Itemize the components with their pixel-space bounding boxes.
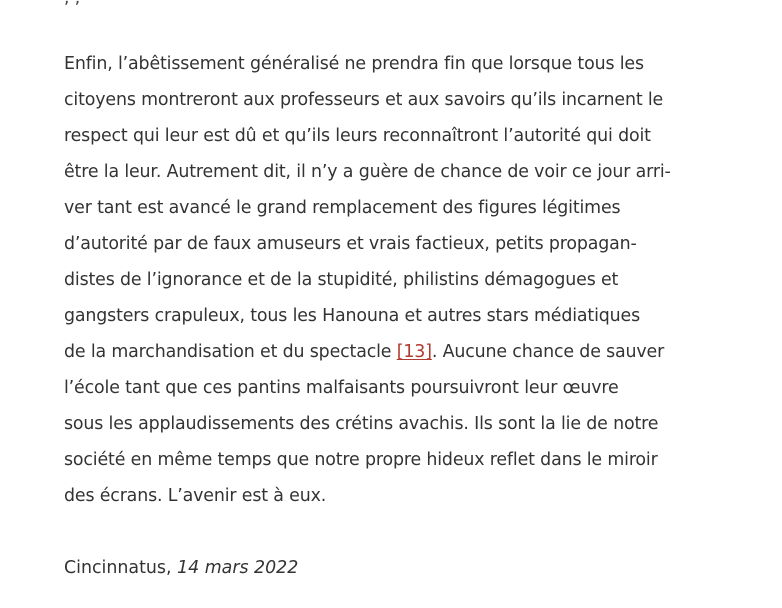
paragraph-line: gangsters crapuleux, tous les Hanouna et autres stars médiatiques xyxy=(64,306,640,326)
paragraph-text: . Aucune chance de sauver xyxy=(431,342,665,362)
paragraph-line: être la leur. Autrement dit, il n’y a guère de chance de voir ce jour arri- xyxy=(64,162,671,182)
footnote-link-13[interactable]: [13] xyxy=(396,342,432,362)
clipped-text xyxy=(64,0,80,8)
publication-date: 14 mars 2022 xyxy=(177,558,299,578)
paragraph-line: sous les applaudissements des crétins avachis. Ils sont la lie de notre xyxy=(64,414,659,434)
paragraph-line-with-footnote xyxy=(64,334,726,370)
clipped-previous-line xyxy=(64,0,724,6)
author-name: Cincinnatus, xyxy=(64,558,172,578)
paragraph-line: distes de l’ignorance et de la stupidité, philistins démagogues et xyxy=(64,270,619,290)
paragraph-line: d’autorité par de faux amuseurs et vrais factieux, petits propagan- xyxy=(64,234,637,254)
paragraph-line: ver tant est avancé le grand remplacement des figures légitimes xyxy=(64,198,621,218)
paragraph-text: de la marchandisation et du spectacle xyxy=(64,342,397,362)
article-paragraph xyxy=(64,46,726,514)
paragraph-line: l’école tant que ces pantins malfaisants poursuivront leur œuvre xyxy=(64,378,619,398)
paragraph-line: citoyens montreront aux professeurs et aux savoirs qu’ils incarnent le xyxy=(64,90,664,110)
signature xyxy=(64,550,298,586)
paragraph-line: société en même temps que notre propre hideux reflet dans le miroir xyxy=(64,450,658,470)
paragraph-line: des écrans. L’avenir est à eux. xyxy=(64,486,327,506)
paragraph-line: Enfin, l’abêtissement généralisé ne prendra fin que lorsque tous les xyxy=(64,54,644,74)
paragraph-line: respect qui leur est dû et qu’ils leurs reconnaîtront l’autorité qui doit xyxy=(64,126,651,146)
